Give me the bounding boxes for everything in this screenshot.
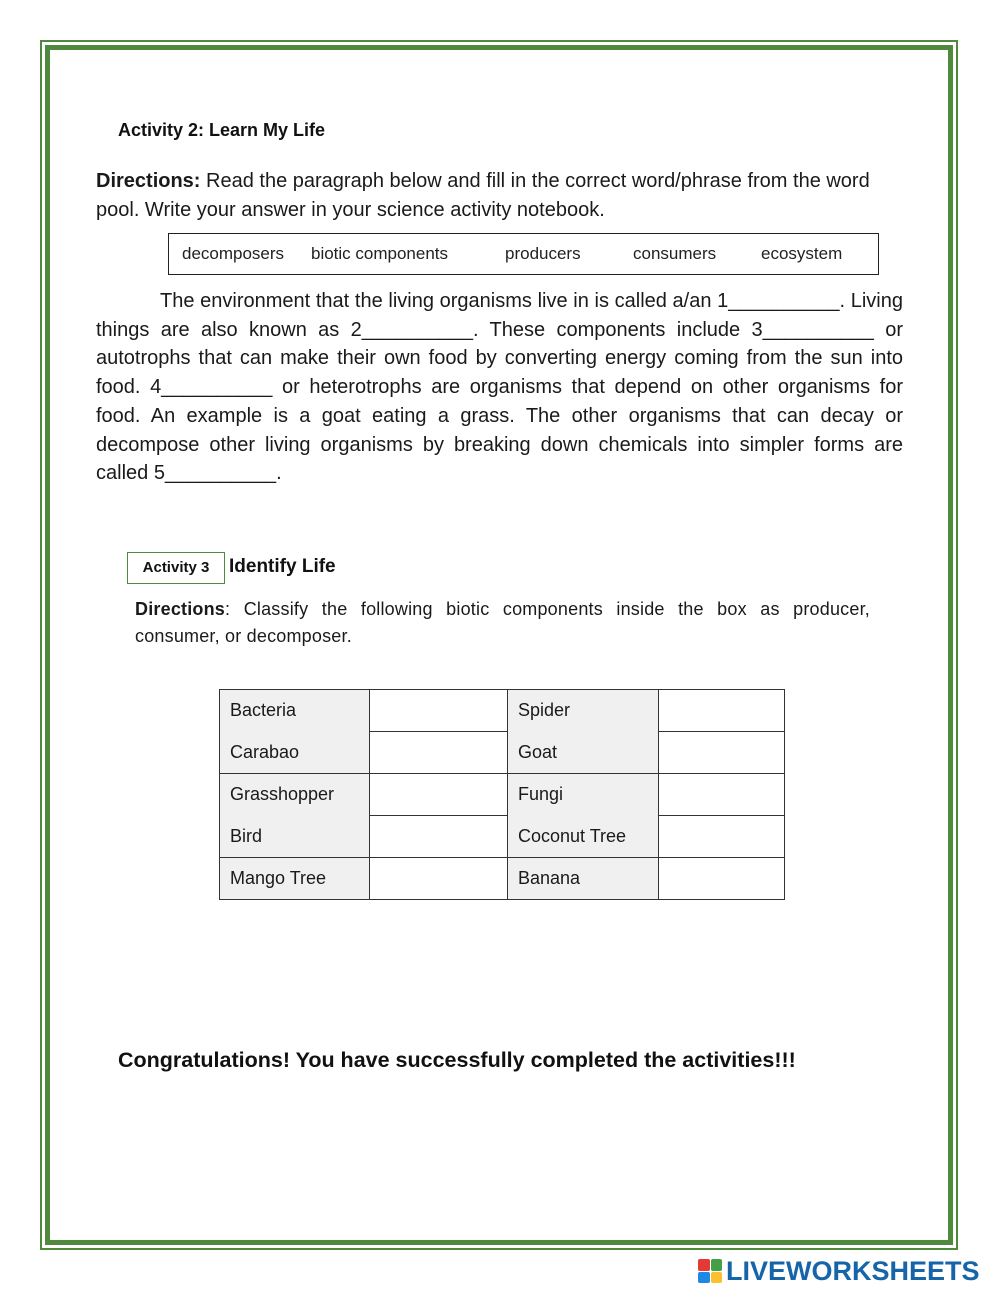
word-pool-item: decomposers xyxy=(182,244,285,263)
table-cell-label: Carabao xyxy=(220,732,370,774)
answer-cell[interactable] xyxy=(659,858,785,900)
answer-cell[interactable] xyxy=(659,690,785,732)
word-pool-item: biotic components xyxy=(311,244,449,263)
activity-2-paragraph xyxy=(96,287,903,488)
table-cell-label: Banana xyxy=(508,858,659,900)
directions-text: : Classify the following biotic components inside the box as producer, consumer, or decomposer. xyxy=(135,599,870,646)
table-row xyxy=(220,732,785,774)
word-pool-item: producers xyxy=(505,244,581,263)
brand-name: LIVEWORKSHEETS xyxy=(726,1256,980,1286)
activity-2-title: Activity 2: Learn My Life xyxy=(118,120,326,140)
activity-3-badge: Activity 3 xyxy=(127,552,225,584)
word-pool-item: consumers xyxy=(633,244,717,263)
table-cell-label: Bird xyxy=(220,816,370,858)
answer-cell[interactable] xyxy=(370,774,508,816)
word-pool-item: ecosystem xyxy=(761,244,843,263)
table-row xyxy=(220,690,785,732)
table-cell-label: Spider xyxy=(508,690,659,732)
answer-cell[interactable] xyxy=(370,816,508,858)
directions-text: Read the paragraph below and fill in the correct word/phrase from the word pool. Write your answer in your science activity notebook. xyxy=(96,170,870,221)
activity-3-title: Identify Life xyxy=(229,556,336,577)
answer-cell[interactable] xyxy=(370,732,508,774)
liveworksheets-logo-icon xyxy=(698,1259,722,1283)
activity-2-directions xyxy=(96,167,896,225)
congratulations-message: Congratulations! You have successfully completed the activities!!! xyxy=(118,1048,796,1072)
answer-cell[interactable] xyxy=(370,690,508,732)
table-cell-label: Fungi xyxy=(508,774,659,816)
paragraph-text: The environment that the living organisms live in is called a/an 1__________. Living things are also known as 2__________. These components include 3__________ or autotrophs that can make their own food by converting energy coming from the sun into food. 4__________ or heterotrophs are organisms that depend on other organisms for food. An example is a goat eating a grass. The other organisms that can decay or decompose other living organisms by breaking down chemicals into simpler forms are called 5__________. xyxy=(96,290,903,485)
table-cell-label: Goat xyxy=(508,732,659,774)
answer-cell[interactable] xyxy=(370,858,508,900)
directions-label: Directions: xyxy=(96,170,201,192)
table-cell-label: Coconut Tree xyxy=(508,816,659,858)
table-cell-label: Mango Tree xyxy=(220,858,370,900)
answer-cell[interactable] xyxy=(659,774,785,816)
answer-cell[interactable] xyxy=(659,816,785,858)
activity-3-directions xyxy=(135,596,870,650)
table-row xyxy=(220,774,785,816)
logo-square xyxy=(698,1259,710,1271)
table-row xyxy=(220,858,785,900)
logo-square xyxy=(711,1272,723,1284)
logo-square xyxy=(698,1272,710,1284)
logo-square xyxy=(711,1259,723,1271)
directions-label: Directions xyxy=(135,599,226,619)
classification-table xyxy=(219,689,785,900)
table-row xyxy=(220,816,785,858)
table-cell-label: Grasshopper xyxy=(220,774,370,816)
answer-cell[interactable] xyxy=(659,732,785,774)
word-pool-box xyxy=(168,233,879,275)
table-cell-label: Bacteria xyxy=(220,690,370,732)
liveworksheets-brand[interactable] xyxy=(698,1258,980,1284)
